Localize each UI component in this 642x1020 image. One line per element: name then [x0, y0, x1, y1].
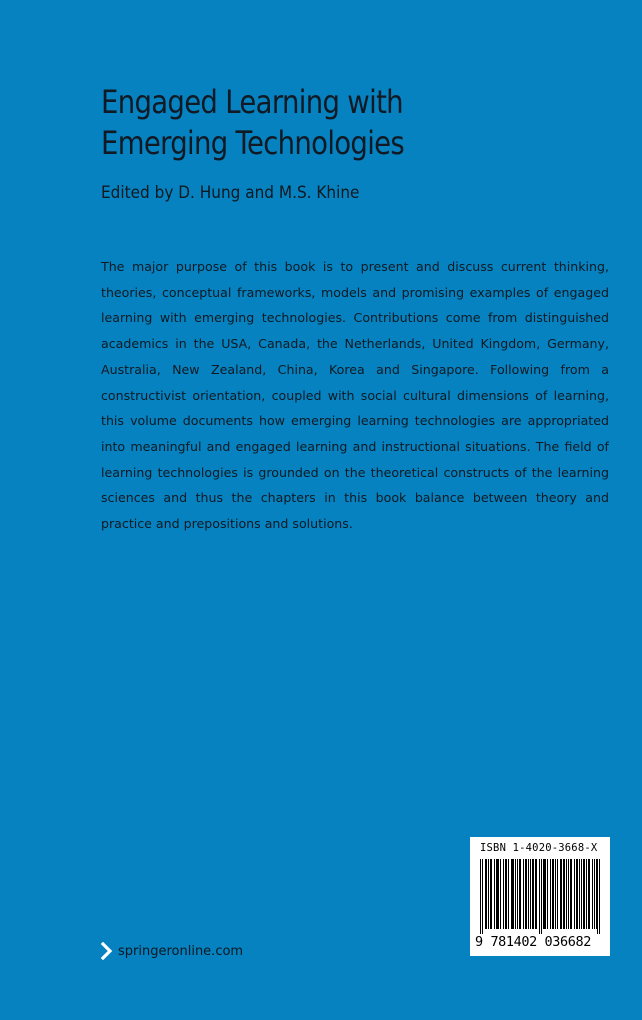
barcode-bar	[496, 859, 497, 929]
barcode-bar	[533, 859, 534, 929]
barcode-bar	[560, 859, 561, 929]
barcode-bar	[508, 859, 509, 929]
barcode-bar	[566, 859, 567, 929]
barcode-bar	[500, 859, 501, 929]
barcode-bar	[581, 859, 582, 929]
barcode-bar	[488, 859, 489, 929]
barcode-bar	[506, 859, 507, 929]
barcode-bar	[535, 859, 536, 929]
barcode-bar	[586, 859, 587, 929]
barcode-bar	[597, 859, 598, 934]
barcode-bar	[536, 859, 537, 929]
barcode-bar	[519, 859, 520, 929]
barcode-bar	[568, 859, 569, 929]
barcode-bar	[543, 859, 544, 929]
barcode-bar	[520, 859, 521, 929]
barcode-bar	[584, 859, 585, 929]
isbn-label: ISBN 1-4020-3668-X	[480, 842, 598, 854]
barcode-bar	[497, 859, 498, 929]
barcode-bar	[596, 859, 597, 929]
barcode-bar	[574, 859, 575, 929]
barcode-bar	[511, 859, 512, 929]
barcode-bar	[539, 859, 540, 934]
barcode-bar	[517, 859, 518, 929]
barcode	[480, 859, 600, 934]
barcode-bar	[532, 859, 533, 929]
barcode-digits: 9 781402 036682	[475, 934, 591, 950]
barcode-bar	[528, 859, 529, 929]
barcode-bar	[544, 859, 545, 929]
book-title	[101, 82, 497, 164]
barcode-bar	[515, 859, 516, 929]
isbn-barcode-block	[470, 837, 610, 956]
barcode-bar	[526, 859, 527, 929]
barcode-bar	[505, 859, 506, 929]
barcode-bar	[486, 859, 487, 929]
book-editors: Edited by D. Hung and M.S. Khine	[101, 183, 360, 203]
barcode-bar	[541, 859, 542, 934]
barcode-bar	[552, 859, 553, 929]
publisher-website-text: springeronline.com	[118, 943, 244, 959]
barcode-bar	[557, 859, 558, 929]
barcode-bar	[503, 859, 504, 929]
barcode-bar	[523, 859, 524, 929]
barcode-bar	[547, 859, 548, 929]
barcode-bar	[555, 859, 556, 929]
publisher-website-link[interactable]	[101, 942, 243, 960]
barcode-bar	[564, 859, 565, 929]
barcode-bar	[588, 859, 589, 929]
barcode-bar	[577, 859, 578, 929]
barcode-bar	[599, 859, 600, 934]
barcode-bar	[594, 859, 595, 929]
barcode-bar	[545, 859, 546, 929]
barcode-bar	[490, 859, 491, 929]
barcode-bar	[563, 859, 564, 929]
barcode-bar	[512, 859, 513, 929]
barcode-bar	[571, 859, 572, 929]
book-title-line-2: Emerging Technologies	[101, 124, 405, 162]
book-description: The major purpose of this book is to present and discuss current thinking, theories, conceptual frameworks, models and promising examples of engaged learning with emerging technologies. Contributions come from distinguished academics in the USA, Canada, the Netherlands, United Kingdom, Germany, Australia, New Zealand, China, Korea and Singapore. Following from a constructivist orientation, coupled with social cultural dimensions of learning, this volume documents how emerging learning technologies are appropriated into meaningful and engaged learning and instructional situations. The field of learning technologies is grounded on the theoretical constructs of the learning sciences and thus the chapters in this book balance between theory and practice and prepositions and solutions.	[101, 259, 609, 532]
barcode-bar	[553, 859, 554, 929]
barcode-bar	[589, 859, 590, 929]
barcode-bar	[570, 859, 571, 929]
book-title-line-1: Engaged Learning with	[101, 83, 403, 121]
barcode-bar	[592, 859, 593, 929]
barcode-bar	[498, 859, 499, 929]
chevron-right-icon	[101, 942, 113, 960]
barcode-bar	[583, 859, 584, 929]
barcode-bar	[530, 859, 531, 929]
barcode-bar	[513, 859, 514, 929]
barcode-bar	[576, 859, 577, 929]
barcode-bar	[579, 859, 580, 929]
barcode-bar	[491, 859, 492, 929]
barcode-bar	[525, 859, 526, 929]
barcode-bar	[550, 859, 551, 929]
barcode-bar	[485, 859, 486, 929]
barcode-bar	[482, 859, 483, 934]
barcode-bar	[480, 859, 481, 934]
barcode-bar	[561, 859, 562, 929]
barcode-bar	[494, 859, 495, 929]
